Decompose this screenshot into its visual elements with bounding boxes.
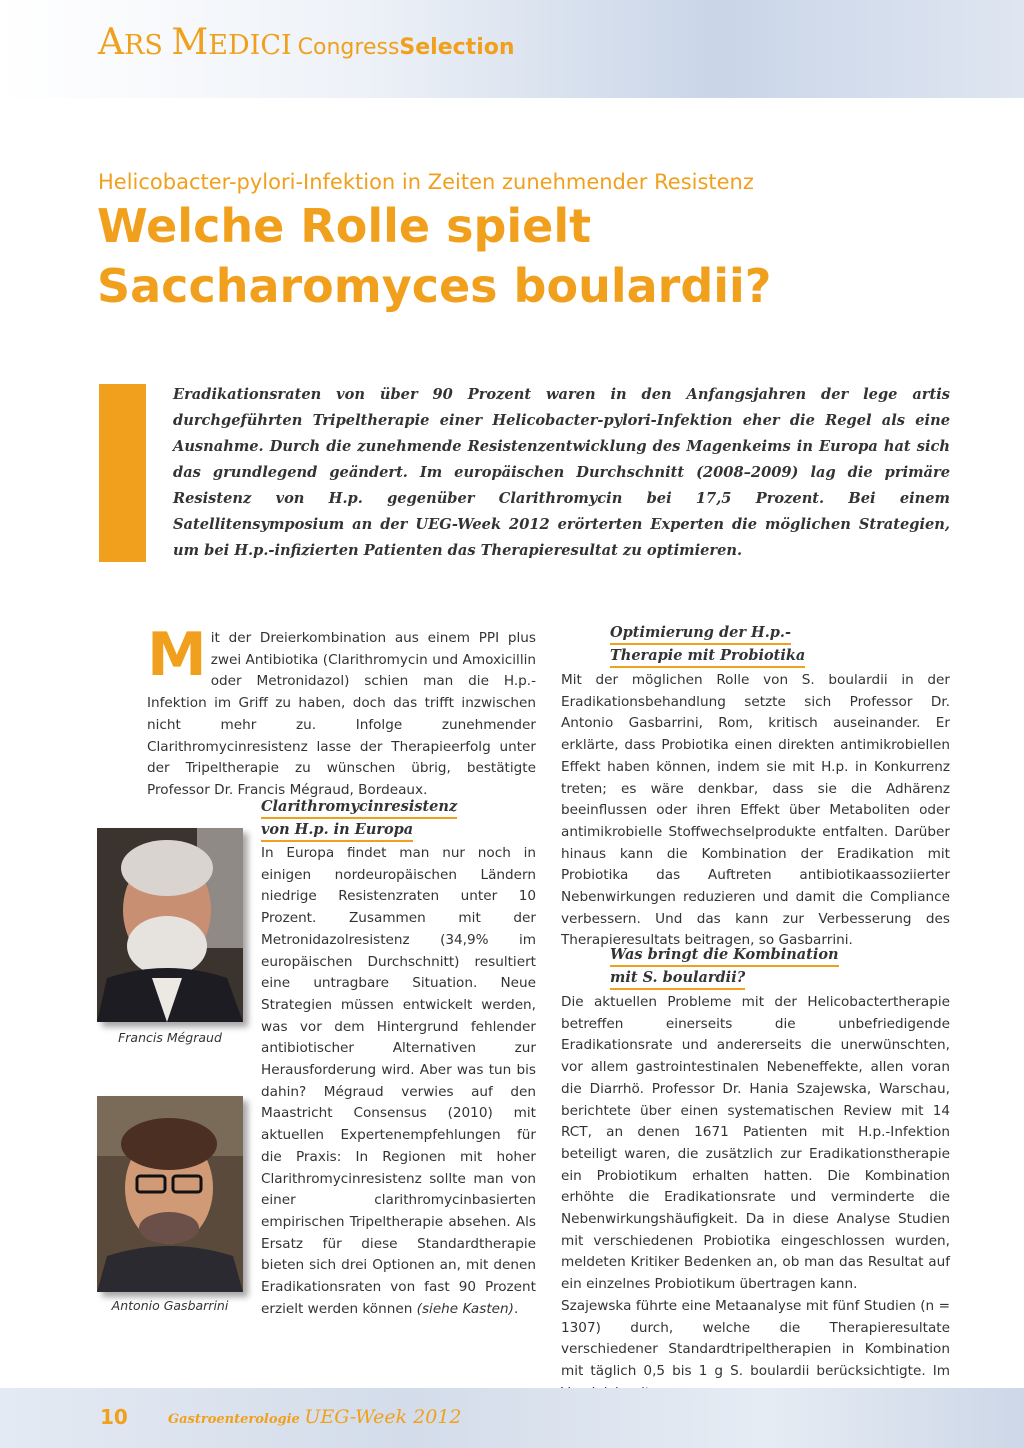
page-number: 10 (100, 1405, 128, 1429)
footer-band (0, 1388, 1024, 1448)
ars-medici-logo (98, 22, 515, 63)
section1-body: In Europa findet man nur noch in einigen nordeuropäischen Ländern niedrige Resistenzraten unter 10 Prozent. Zusammen mit der Metronidazolresistenz (34,9% im europäischen Durchschnitt) resultiert eine untragbare Situation. Neue Strategien müssen entwickelt werden, was vor dem Hintergrund fehlender antibiotischer Alternativen zur Herausforderung wird. Aber was tun bis dahin? Mégraud verwies auf den Maastricht Consensus (2010) mit aktuellen Expertenempfehlungen für die Praxis: In Regionen mit hoher Clarithromycinresistenz sollte man von einer clarithromycinbasierten empirischen Tripeltherapie absehen. Als Ersatz für diese Standardtherapie bieten sich drei Optionen an, mit denen Eradikationsraten von fast 90 Prozent erzielt werden können (261, 845, 536, 1317)
logo-text-edici: EDICI (208, 30, 292, 61)
photo-caption-gasbarrini: Antonio Gasbarrini (111, 1298, 229, 1313)
drop-cap: M (147, 620, 207, 690)
logo-text-rs: RS (124, 30, 172, 61)
photo-caption-megraud: Francis Mégraud (118, 1030, 222, 1045)
section-label (298, 35, 515, 60)
article-title (97, 196, 771, 316)
section-heading-resistance (261, 796, 457, 842)
section-heading-probiotics (610, 622, 805, 668)
section-label-light: Congress (297, 35, 400, 60)
intro-paragraph: Eradikationsraten von über 90 Prozent waren in den Anfangsjahren der lege artis durchgeführten Tripeltherapie einer Helicobacter-pylori-Infektion eher die Regel als eine Ausnahme. Durch die zunehmende Resistenzentwicklung des Magenkeims in Europa hat sich das grundlegend geändert. Im europäischen Durchschnitt (2008–2009) lag die primäre Resistenz von H.p. gegenüber Clarithromycin bei 17,5 Prozent. Bei einem Satellitensymposium an der UEG-Week 2012 erörterten Experten die möglichen Strategien, um bei H.p.-infizierten Patienten das Therapieresultat zu optimieren. (173, 386, 950, 559)
intro-initial-bar (99, 384, 146, 562)
section-heading-combination (610, 944, 839, 990)
lead-paragraph (147, 620, 536, 802)
logo-letter-m: M (171, 22, 209, 63)
photo-antonio-gasbarrini (97, 1096, 243, 1292)
title-line-2: Saccharomyces boulardii? (97, 259, 772, 313)
lead-text: it der Dreierkombination aus einem PPI plus zwei Antibiotika (Clarithromycin und Amoxicillin oder Metronidazol) schien man die H.p.-Infektion im Griff zu haben, doch das trifft inzwischen nicht mehr zu. Infolge zunehmender Clarithromycinresistenz lasse der Therapieerfolg unter der Tripeltherapie zu wünschen übrig, bestätigte Professor Dr. Francis Mégraud, Bordeaux. (147, 630, 536, 798)
section-heading-line: von H.p. in Europa (261, 819, 413, 842)
box-reference: (siehe Kasten) (416, 1300, 514, 1317)
section-heading-line: Was bringt die Kombination (610, 944, 839, 967)
section-text-probiotics: Mit der möglichen Rolle von S. boulardii in der Eradikationsbehandlung setzte sich Professor Dr. Antonio Gasbarrini, Rom, kritisch auseinander. Er erklärte, dass Probiotika einen direkten antimikrobiellen Effekt haben können, indem sie mit H.p. in Konkurrenz treten; es wäre denkbar, dass sie die Adhärenz beeinflussen oder ihren Effekt über Metaboliten oder antimikrobielle Stoffwechselprodukte entfalten. Darüber hinaus kann die Kombination der Eradikation mit Probiotika das Auftreten antibiotikaassoziierter Nebenwirkungen reduzieren und damit die Compliance verbessern. Und das kann zur Verbesserung des Therapieresultats beitragen, so Gasbarrini. (561, 672, 950, 949)
section-heading-line: mit S. boulardii? (610, 967, 745, 990)
section-text-combination (561, 992, 950, 1404)
combination-paragraph-1: Die aktuellen Probleme mit der Helicobactertherapie betreffen einerseits die unbefriedigende Eradikationsrate und andererseits die unerwünschten, vor allem gastrointestinalen Nebeneffekte, allen voran die Diarrhö. Professor Dr. Hania Szajewska, Warschau, berichtete über einen systematischen Review mit 14 RCT, an denen 1671 Patienten mit H.p.-Infektion beteiligt waren, die zusätzlich zur Eradikationstherapie ein Probiotikum erhalten hatten. Die Kombination erhöhte die Eradikationsrate und verminderte die Nebenwirkungshäufigkeit. Da in diese Analyse Studien mit verschiedenen Probiotika eingeschlossen wurden, meldeten Kritiker Bedenken an, ob man das Resultat auf ein einzelnes Probiotikum übertragen kann. (561, 994, 950, 1293)
section-heading-line: Clarithromycinresistenz (261, 796, 457, 819)
logo-letter-a: A (98, 22, 124, 63)
article-kicker: Helicobacter-pylori-Infektion in Zeiten zunehmender Resistenz (98, 170, 754, 194)
section-label-bold: Selection (399, 35, 515, 60)
title-line-1: Welche Rolle spielt (97, 199, 592, 253)
combination-paragraph-2: Szajewska führte eine Metaanalyse mit fünf Studien (n = 1307) durch, welche die Therapieresultate verschiedener Standardtripeltherapien in Kombination mit täglich 0,5 bis 1 g S. boulardii berücksichtigte. Im (561, 1297, 950, 1379)
footer-journal (168, 1406, 462, 1428)
section-heading-line: Optimierung der H.p.- (610, 622, 791, 645)
portrait-image (97, 1096, 243, 1292)
journal-name: Gastroenterologie (168, 1412, 305, 1427)
photo-francis-megraud (97, 828, 243, 1022)
event-name: UEG-Week 2012 (304, 1406, 462, 1428)
section-text-resistance (261, 843, 536, 1320)
section-heading-line: Therapie mit Probiotika (610, 645, 805, 668)
portrait-image (97, 828, 243, 1022)
sentence-end: . (513, 1300, 519, 1317)
